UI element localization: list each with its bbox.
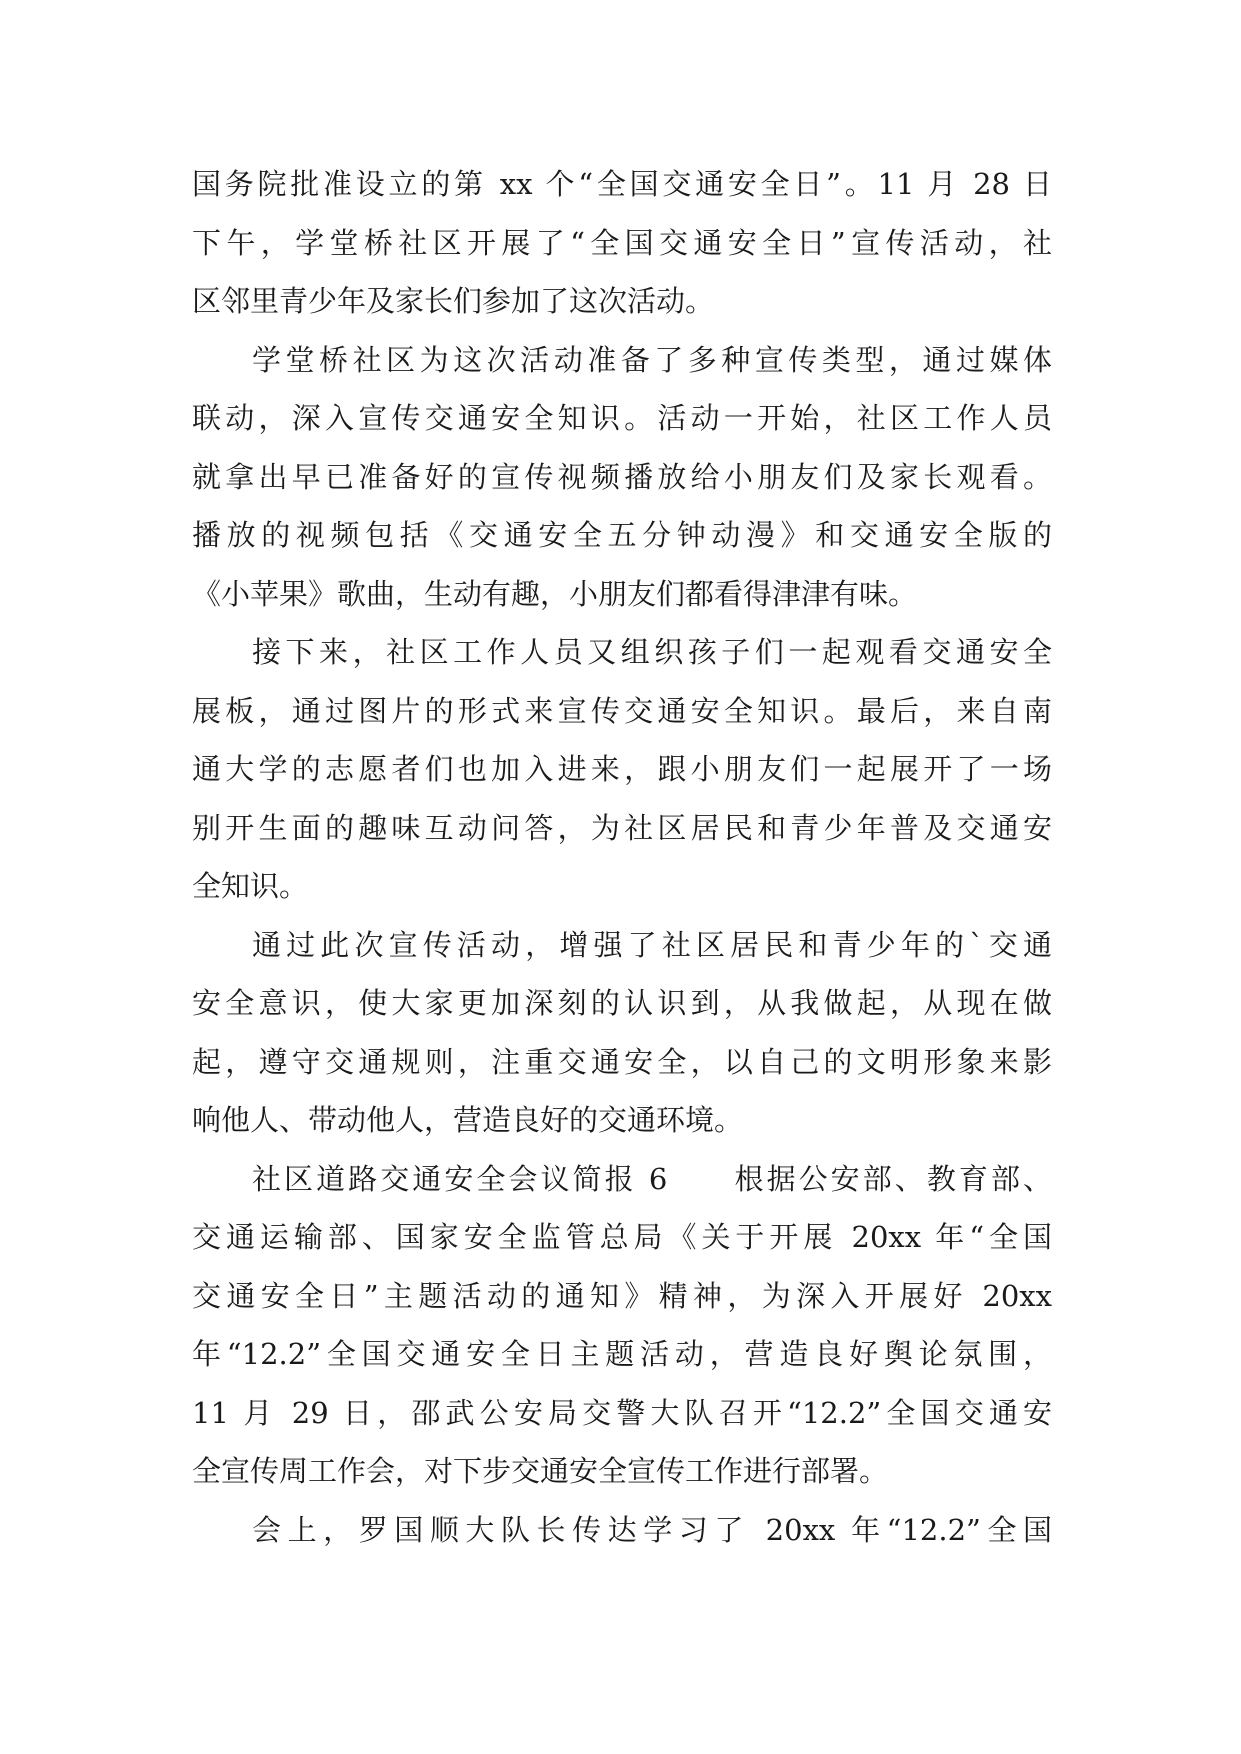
- text-line: 就拿出早已准备好的宣传视频播放给小朋友们及家长观看。: [192, 459, 1052, 494]
- text-line: 接下来，社区工作人员又组织孩子们一起观看交通安全: [252, 635, 1052, 669]
- text-line: 响他人、带动他人，营造良好的交通环境。: [192, 1103, 744, 1137]
- text-line: 交通安全日”主题活动的通知》精神，为深入开展好 20xx: [192, 1278, 1052, 1313]
- text-line: 展板，通过图片的形式来宣传交通安全知识。最后，来自南: [192, 693, 1052, 728]
- text-line: 全知识。: [192, 869, 309, 903]
- text-line: 会上，罗国顺大队长传达学习了 20xx 年“12.2”全国: [252, 1512, 1052, 1547]
- text-line: 年“12.2”全国交通安全日主题活动，营造良好舆论氛围，: [192, 1337, 1052, 1371]
- text-line: 11 月 29 日，邵武公安局交警大队召开“12.2”全国交通安: [192, 1395, 1052, 1430]
- text-line: 社区道路交通安全会议简报 6 根据公安部、教育部、: [252, 1161, 1052, 1196]
- text-line: 交通运输部、国家安全监管总局《关于开展 20xx 年“全国: [192, 1220, 1052, 1254]
- text-line: 国务院批准设立的第 xx 个“全国交通安全日”。11 月 28 日: [192, 167, 1052, 201]
- text-line: 起，遵守交通规则，注重交通安全，以自己的文明形象来影: [192, 1044, 1052, 1079]
- text-line: 《小苹果》歌曲，生动有趣，小朋友们都看得津津有味。: [192, 576, 918, 611]
- text-line: 别开生面的趣味互动问答，为社区居民和青少年普及交通安: [192, 810, 1052, 845]
- text-line: 区邻里青少年及家长们参加了这次活动。: [192, 284, 715, 318]
- text-line: 全宣传周工作会，对下步交通安全宣传工作进行部署。: [192, 1454, 889, 1488]
- text-line: 学堂桥社区为这次活动准备了多种宣传类型，通过媒体: [252, 342, 1052, 377]
- text-line: 通过此次宣传活动，增强了社区居民和青少年的`交通: [252, 927, 1052, 962]
- text-line: 下午，学堂桥社区开展了“全国交通安全日”宣传活动，社: [192, 225, 1052, 260]
- text-line: 播放的视频包括《交通安全五分钟动漫》和交通安全版的: [192, 518, 1052, 552]
- text-line: 联动，深入宣传交通安全知识。活动一开始，社区工作人员: [192, 401, 1052, 435]
- text-line: 安全意识，使大家更加深刻的认识到，从我做起，从现在做: [192, 986, 1052, 1020]
- text-line: 通大学的志愿者们也加入进来，跟小朋友们一起展开了一场: [192, 752, 1052, 786]
- document-body: [192, 155, 1052, 1559]
